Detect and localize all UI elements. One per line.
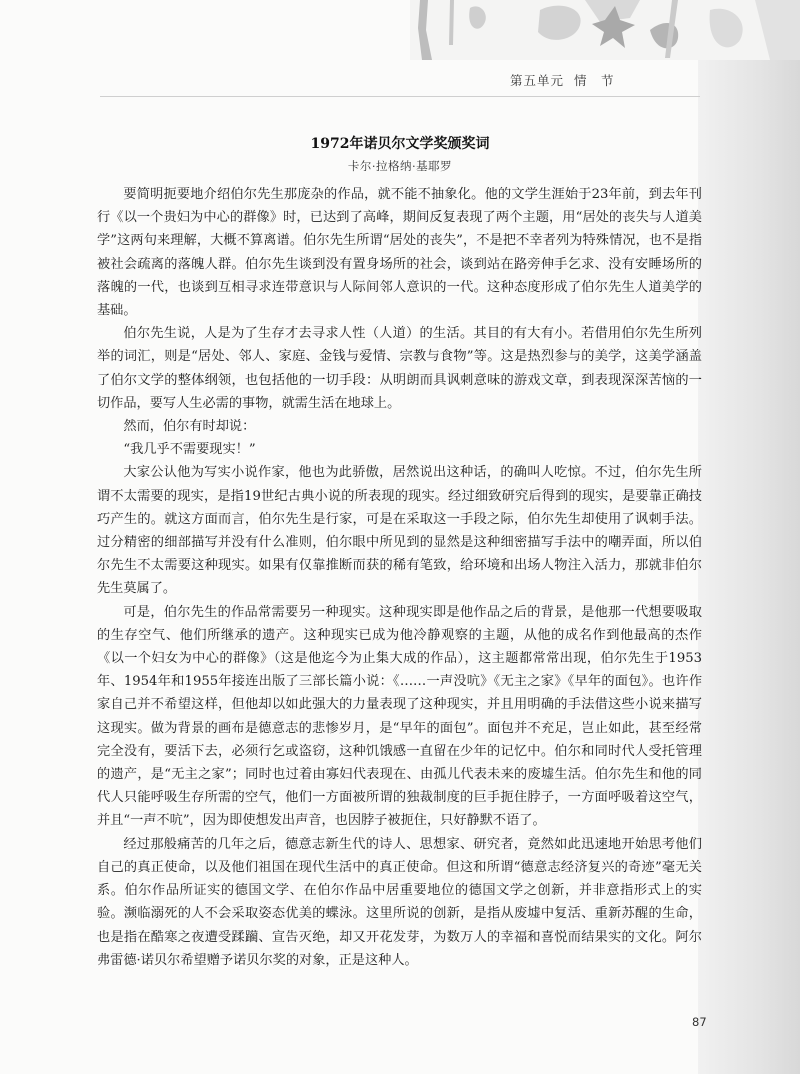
page-number: 87 — [692, 1015, 707, 1029]
paragraph: 经过那般痛苦的几年之后，德意志新生代的诗人、思想家、研究者，竟然如此迅速地开始思考他们自己的真正使命，以及他们祖国在现代生活中的真正使命。但这和所谓“德意志经济复兴的奇迹”毫无关系。伯尔作品所证实的德国文学、在伯尔作品中居重要地位的德国文学之创新，并非意指形式上的实验。濒临溺死的人不会采取姿态优美的蝶泳。这里所说的创新，是指从废墟中复活、重新苏醒的生命，也是指在酷寒之夜遭受蹂躏、宣告灭绝，却又开花发芽，为数万人的幸福和喜悦而结果实的文化。阿尔弗雷德·诺贝尔希望赠予诺贝尔奖的对象，正是这种人。 — [97, 836, 702, 968]
paragraph: 然而，伯尔有时却说： — [123, 419, 256, 435]
paragraph: 伯尔先生说，人是为了生存才去寻求人性（人道）的生活。其目的有大有小。若借用伯尔先生所列举的词汇，则是“居处、邻人、家庭、金钱与爱情、宗教与食物”等。这是热烈参与的美学，这美学涵盖了伯尔文学的整体纲领，也包括他的一切手段：从明朗而具讽刺意味的游戏文章，到表现深深苦恼的一切作品，要写人生必需的事物，就需生活在地球上。 — [97, 326, 702, 411]
article-body — [97, 183, 702, 972]
article-title: 1972年诺贝尔文学奖颁奖词 — [310, 136, 490, 152]
paragraph: 要简明扼要地介绍伯尔先生那庞杂的作品，就不能不抽象化。他的文学生涯始于23年前，到去年刊行《以一个贵妇为中心的群像》时，已达到了高峰，期间反复表现了两个主题，用“居处的丧失与人道美学”这两句来理解，大概不算离谱。伯尔先生所谓“居处的丧失”，不是把不幸者列为特殊情况，也不是指被社会疏离的落魄人群。伯尔先生谈到没有置身场所的社会，谈到站在路旁伸手乞求、没有安睡场所的落魄的一代，也谈到互相寻求连带意识与人际间邻人意识的一代。这种态度形成了伯尔先生人道美学的基础。 — [97, 187, 702, 319]
page-edge-band — [698, 0, 800, 1074]
unit-header — [510, 71, 615, 89]
paragraph: 可是，伯尔先生的作品常需要另一种现实。这种现实即是他作品之后的背景，是他那一代想要吸取的生存空气、他们所继承的遗产。这种现实已成为他冷静观察的主题，从他的成名作到他最高的杰作《以一个妇女为中心的群像》（这是他迄今为止集大成的作品），这主题都常常出现，伯尔先生于1953年、1954年和1955年接连出版了三部长篇小说：《……一声没吭》《无主之家》《早年的面包》。也许作家自己并不希望这样，但他却以如此强大的力量表现了这种现实，并且用明确的手法借这些小说来描写这现实。做为背景的画布是德意志的悲惨岁月，是“早年的面包”。面包并不充足，岂止如此，甚至经常完全没有，要活下去，必须行乞或盗窃，这种饥饿感一直留在少年的记忆中。伯尔和同时代人受托管理的遗产，是“无主之家”；同时也过着由寡妇代表现在、由孤儿代表未来的废墟生活。伯尔先生和他的同代人只能呼吸生存所需的空气，他们一方面被所谓的独裁制度的巨手扼住脖子，一方面呼吸着这空气，并且“一声不吭”，因为即使想发出声音，也因脖子被扼住，只好静默不语了。 — [97, 604, 702, 829]
article-author: 卡尔·拉格纳·基耶罗 — [347, 159, 453, 173]
unit-topic: 情 节 — [574, 73, 615, 88]
header-ink-illustration — [410, 0, 800, 60]
paragraph: “我几乎不需要现实！” — [123, 442, 256, 458]
header-divider — [100, 96, 700, 97]
unit-number: 第五单元 — [510, 73, 565, 88]
paragraph: 大家公认他为写实小说作家，他也为此骄傲，居然说出这种话，的确叫人吃惊。不过，伯尔先生所谓不太需要的现实，是指19世纪古典小说的所表现的现实。经过细致研究后得到的现实，是要靠正确技巧产生的。就这方面而言，伯尔先生是行家，可是在采取这一手段之际，伯尔先生却使用了讽刺手法。过分精密的细部描写并没有什么准则，伯尔眼中所见到的显然是这种细密描写手法中的嘲弄面，所以伯尔先生不太需要这种现实。如果有仅靠推断而获的稀有笔致，给环境和出场人物注入活力，那就非伯尔先生莫属了。 — [97, 465, 702, 597]
